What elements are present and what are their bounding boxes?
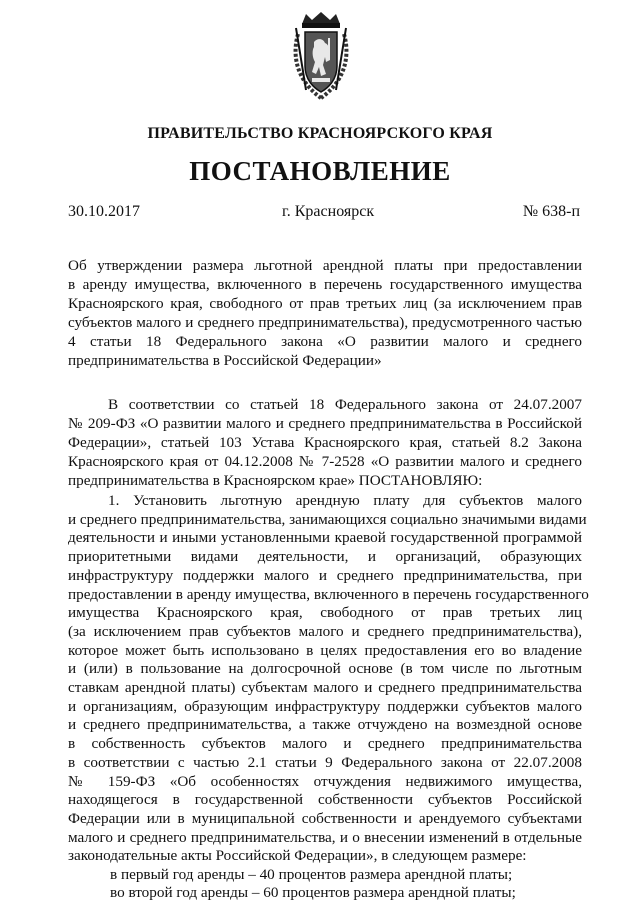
rate-line: во второй год аренды – 60 процентов размера арендной платы;	[110, 884, 516, 901]
title-line: в аренду имущества, включенного в перечень государственного имущества	[68, 276, 582, 293]
preamble-line: Красноярского края от 04.12.2008 № 7-2528 «О развитии малого и среднего	[68, 453, 582, 470]
rate-line: в первый год аренды – 40 процентов размера арендной платы;	[110, 866, 513, 883]
item-line: и среднего предпринимательства, занимающихся социально значимыми видами	[68, 510, 587, 528]
document-date: 30.10.2017	[68, 203, 140, 220]
preamble-line: Федерации», статьей 103 Устава Красноярского края, статьей 8.2 Закона	[68, 434, 582, 451]
item-line: находящегося в государственной собственности субъектов Российской	[68, 791, 582, 809]
title-line: Красноярского края, свободного от прав третьих лиц (за исключением прав	[68, 295, 582, 312]
preamble-line: В соответствии со статьей 18 Федерального закона от 24.07.2007	[108, 396, 582, 413]
coat-of-arms-icon	[290, 10, 352, 102]
item-line: Федерации или в муниципальной собственности и арендуемого субъектами	[68, 809, 582, 827]
item-line: и среднего предпринимательства, а также отчуждено на возмездной основе	[68, 716, 582, 734]
document-type: ПОСТАНОВЛЕНИЕ	[189, 156, 451, 186]
item-line: (за исключением прав субъектов малого и среднего предпринимательства),	[68, 622, 582, 640]
item-line: имущества Красноярского края, свободного от прав третьих лиц	[68, 604, 582, 622]
item-line: которое может быть использовано в целях предоставления его во владение	[68, 641, 582, 659]
item-line: и организациям, образующим инфраструктуру поддержки субъектов малого	[68, 697, 582, 715]
title-line: Об утверждении размера льготной арендной платы при предоставлении	[68, 257, 582, 274]
item-line: в соответствии с частью 2.1 статьи 9 Федерального закона от 22.07.2008	[68, 753, 582, 771]
item-line: предоставлении в аренду имущества, включенного в перечень государственного	[68, 585, 589, 603]
preamble-line: № 209-ФЗ «О развитии малого и среднего предпринимательства в Российской	[68, 415, 582, 432]
item-line: приоритетными видами деятельности, и организаций, образующих	[68, 548, 582, 566]
item-line: 1. Установить льготную арендную плату для субъектов малого	[108, 492, 582, 509]
item-line: в собственность субъектов малого и среднего предпринимательства	[68, 735, 582, 753]
item-line: законодательные акты Российской Федерации», в следующем размере:	[68, 847, 527, 865]
item-line: и (или) в пользование на долгосрочной основе (в том числе по льготным	[68, 660, 582, 678]
title-line: субъектов малого и среднего предпринимательства), предусмотренного частью	[68, 314, 582, 331]
title-line: предпринимательства в Российской Федерации»	[68, 352, 382, 369]
item-line: инфраструктуру поддержки малого и среднего предпринимательства, при	[68, 566, 582, 584]
title-line: 4 статьи 18 Федерального закона «О развитии малого и среднего	[68, 333, 582, 350]
preamble-line: предпринимательства в Красноярском крае» ПОСТАНОВЛЯЮ:	[68, 472, 483, 489]
item-line: деятельности и иными установленными краевой государственной программой	[68, 529, 582, 547]
item-line: малого и среднего предпринимательства, и о внесении изменений в отдельные	[68, 828, 582, 846]
document-city: г. Красноярск	[282, 203, 375, 220]
document-number: № 638-п	[522, 203, 580, 220]
item-line: № 159-ФЗ «Об особенностях отчуждения недвижимого имущества,	[68, 772, 582, 790]
government-title: ПРАВИТЕЛЬСТВО КРАСНОЯРСКОГО КРАЯ	[147, 125, 493, 142]
item-line: ставкам арендной платы) субъектам малого и среднего предпринимательства	[68, 679, 582, 696]
